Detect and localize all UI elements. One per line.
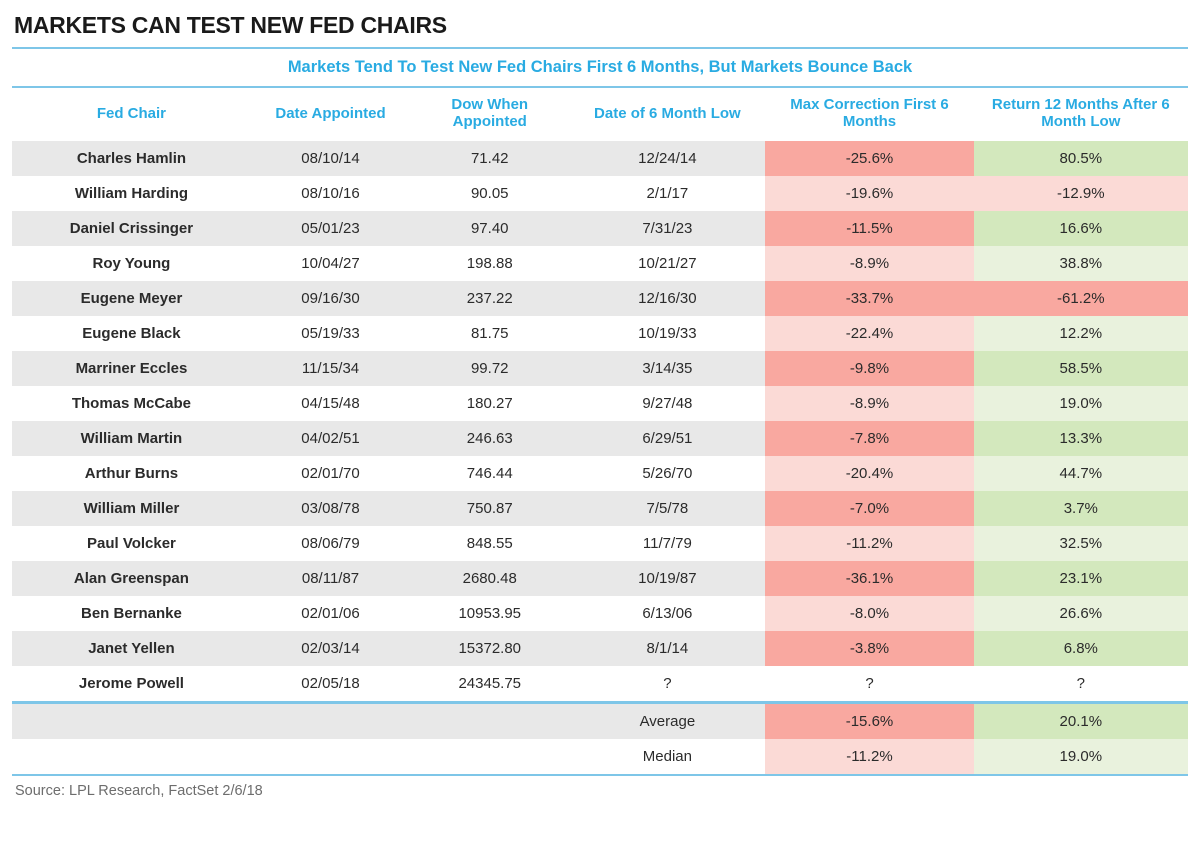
- cell-return-12-months: -12.9%: [974, 176, 1188, 211]
- cell-return-12-months: 26.6%: [974, 596, 1188, 631]
- cell-max-correction: -7.0%: [765, 491, 973, 526]
- cell-dow-when-appointed: 99.72: [410, 351, 569, 386]
- cell-max-correction: -19.6%: [765, 176, 973, 211]
- cell-return-12-months: ?: [1076, 674, 1085, 692]
- cell-dow-when-appointed: 180.27: [466, 394, 513, 412]
- cell-date-of-6-month-low: 6/29/51: [569, 421, 765, 456]
- table-row: [12, 666, 1188, 701]
- cell-max-correction: -8.0%: [765, 596, 973, 631]
- cell-return-12-months: 13.3%: [974, 421, 1188, 456]
- column-header-max-correction: Max Correction First 6 Months: [790, 96, 949, 131]
- cell-dow-when-appointed: 2680.48: [410, 561, 569, 596]
- cell-fed-chair: Ben Bernanke: [81, 604, 182, 622]
- table-row: [12, 596, 1188, 631]
- cell-return-12-months: 80.5%: [974, 141, 1188, 176]
- cell-return-12-months: -61.2%: [974, 281, 1188, 316]
- cell-return-12-months: 32.5%: [974, 526, 1188, 561]
- cell-fed-chair: Charles Hamlin: [12, 141, 251, 176]
- cell-date-of-6-month-low: 11/7/79: [642, 534, 692, 552]
- cell-return-12-months: 6.8%: [974, 631, 1188, 666]
- cell-return-12-months: 44.7%: [974, 456, 1188, 491]
- cell-fed-chair: Paul Volcker: [86, 534, 176, 552]
- cell-dow-when-appointed: 97.40: [410, 211, 569, 246]
- cell-max-correction: -36.1%: [765, 561, 973, 596]
- cell-fed-chair: Jerome Powell: [78, 674, 184, 692]
- cell-fed-chair: William Miller: [12, 491, 251, 526]
- table-row: [12, 141, 1188, 176]
- cell-max-correction: -11.5%: [765, 211, 973, 246]
- cell-dow-when-appointed: 24345.75: [458, 674, 522, 692]
- column-header-fed-chair: Fed Chair: [96, 104, 167, 122]
- summary-spacer-3: [410, 739, 569, 774]
- column-header-date-of-6-month-low: Date of 6 Month Low: [594, 104, 741, 122]
- cell-max-correction: -22.4%: [765, 316, 973, 351]
- cell-return-12-months: 12.2%: [974, 316, 1188, 351]
- cell-date-appointed: 08/06/79: [301, 534, 360, 552]
- cell-date-of-6-month-low: ?: [663, 674, 672, 692]
- cell-dow-when-appointed: 81.75: [470, 324, 509, 342]
- cell-fed-chair: Roy Young: [92, 254, 171, 272]
- cell-date-of-6-month-low: 12/16/30: [569, 281, 765, 316]
- cell-date-of-6-month-low: 2/1/17: [646, 184, 689, 202]
- summary-row: [12, 739, 1188, 774]
- cell-return-12-months: 16.6%: [974, 211, 1188, 246]
- summary-max-correction: -11.2%: [765, 739, 973, 774]
- cell-date-of-6-month-low: 12/24/14: [569, 141, 765, 176]
- table-row: [12, 246, 1188, 281]
- cell-date-appointed: 08/10/16: [301, 184, 360, 202]
- chart-subtitle: Markets Tend To Test New Fed Chairs First 6 Months, But Markets Bounce Back: [287, 58, 913, 76]
- cell-max-correction: -9.8%: [765, 351, 973, 386]
- cell-date-appointed: 05/19/33: [301, 324, 360, 342]
- cell-date-of-6-month-low: 7/5/78: [569, 491, 765, 526]
- summary-spacer-1: [12, 704, 251, 739]
- summary-row: [12, 704, 1188, 739]
- table-row: [12, 491, 1188, 526]
- table-row: [12, 561, 1188, 596]
- cell-dow-when-appointed: 746.44: [466, 464, 513, 482]
- table-row: [12, 631, 1188, 666]
- cell-fed-chair: Thomas McCabe: [71, 394, 192, 412]
- table-row: [12, 176, 1188, 211]
- cell-dow-when-appointed: 198.88: [466, 254, 513, 272]
- cell-date-appointed: 08/11/87: [251, 561, 410, 596]
- summary-table: [12, 704, 1188, 774]
- cell-fed-chair: William Martin: [12, 421, 251, 456]
- cell-date-of-6-month-low: 5/26/70: [642, 464, 693, 482]
- cell-date-appointed: 02/05/18: [301, 674, 360, 692]
- table-row: [12, 526, 1188, 561]
- summary-body: [12, 704, 1188, 774]
- cell-dow-when-appointed: 71.42: [410, 141, 569, 176]
- cell-date-of-6-month-low: 10/19/33: [638, 324, 697, 342]
- table-row: [12, 316, 1188, 351]
- table-row: [12, 386, 1188, 421]
- cell-fed-chair: Arthur Burns: [84, 464, 179, 482]
- cell-return-12-months: 3.7%: [974, 491, 1188, 526]
- cell-fed-chair: Janet Yellen: [12, 631, 251, 666]
- table-row: [12, 351, 1188, 386]
- table-row: [12, 211, 1188, 246]
- cell-date-appointed: 11/15/34: [251, 351, 410, 386]
- cell-date-appointed: 03/08/78: [251, 491, 410, 526]
- cell-dow-when-appointed: 10953.95: [458, 604, 522, 622]
- cell-date-appointed: 05/01/23: [251, 211, 410, 246]
- cell-date-of-6-month-low: 10/21/27: [638, 254, 697, 272]
- cell-date-of-6-month-low: 3/14/35: [569, 351, 765, 386]
- summary-return-12-months: 20.1%: [974, 704, 1188, 739]
- cell-fed-chair: Daniel Crissinger: [12, 211, 251, 246]
- cell-dow-when-appointed: 246.63: [410, 421, 569, 456]
- table-row: [12, 281, 1188, 316]
- cell-max-correction: ?: [865, 674, 874, 692]
- cell-fed-chair: William Harding: [74, 184, 189, 202]
- cell-max-correction: -33.7%: [765, 281, 973, 316]
- fed-chair-table: [12, 88, 1188, 701]
- summary-return-12-months: 19.0%: [974, 739, 1188, 774]
- summary-spacer-1: [12, 739, 251, 774]
- cell-date-appointed: 02/03/14: [251, 631, 410, 666]
- cell-date-of-6-month-low: 6/13/06: [642, 604, 693, 622]
- table-body: [12, 141, 1188, 701]
- cell-fed-chair: Eugene Meyer: [12, 281, 251, 316]
- cell-max-correction: -25.6%: [765, 141, 973, 176]
- cell-date-appointed: 10/04/27: [301, 254, 360, 272]
- cell-dow-when-appointed: 237.22: [410, 281, 569, 316]
- cell-date-of-6-month-low: 7/31/23: [569, 211, 765, 246]
- page-title: MARKETS CAN TEST NEW FED CHAIRS: [14, 12, 447, 38]
- cell-max-correction: -8.9%: [765, 246, 973, 281]
- cell-max-correction: -3.8%: [765, 631, 973, 666]
- table-header: [12, 88, 1188, 141]
- cell-return-12-months: 23.1%: [974, 561, 1188, 596]
- source-note: Source: LPL Research, FactSet 2/6/18: [15, 782, 263, 799]
- cell-max-correction: -8.9%: [765, 386, 973, 421]
- cell-date-of-6-month-low: 8/1/14: [569, 631, 765, 666]
- cell-date-appointed: 08/10/14: [251, 141, 410, 176]
- cell-date-appointed: 02/01/06: [301, 604, 360, 622]
- cell-max-correction: -7.8%: [765, 421, 973, 456]
- summary-label: Average: [569, 704, 765, 739]
- cell-max-correction: -11.2%: [765, 526, 973, 561]
- cell-date-appointed: 04/02/51: [251, 421, 410, 456]
- cell-date-appointed: 02/01/70: [301, 464, 360, 482]
- cell-dow-when-appointed: 848.55: [466, 534, 513, 552]
- column-header-dow-when-appointed: Dow When Appointed: [451, 96, 529, 131]
- cell-dow-when-appointed: 15372.80: [410, 631, 569, 666]
- column-header-date-appointed: Date Appointed: [275, 104, 386, 122]
- cell-date-appointed: 04/15/48: [301, 394, 360, 412]
- summary-label: Median: [642, 747, 692, 765]
- cell-dow-when-appointed: 90.05: [470, 184, 509, 202]
- cell-return-12-months: 58.5%: [974, 351, 1188, 386]
- cell-fed-chair: Alan Greenspan: [12, 561, 251, 596]
- cell-return-12-months: 19.0%: [974, 386, 1188, 421]
- cell-dow-when-appointed: 750.87: [410, 491, 569, 526]
- summary-spacer-2: [251, 739, 410, 774]
- cell-date-of-6-month-low: 9/27/48: [642, 394, 693, 412]
- cell-max-correction: -20.4%: [765, 456, 973, 491]
- cell-fed-chair: Eugene Black: [82, 324, 181, 342]
- column-header-return-12-months: Return 12 Months After 6 Month Low: [991, 96, 1170, 131]
- cell-fed-chair: Marriner Eccles: [12, 351, 251, 386]
- cell-date-appointed: 09/16/30: [251, 281, 410, 316]
- summary-spacer-2: [251, 704, 410, 739]
- summary-spacer-3: [410, 704, 569, 739]
- cell-return-12-months: 38.8%: [974, 246, 1188, 281]
- table-row: [12, 421, 1188, 456]
- cell-date-of-6-month-low: 10/19/87: [569, 561, 765, 596]
- table-row: [12, 456, 1188, 491]
- summary-max-correction: -15.6%: [765, 704, 973, 739]
- header-row: [12, 88, 1188, 141]
